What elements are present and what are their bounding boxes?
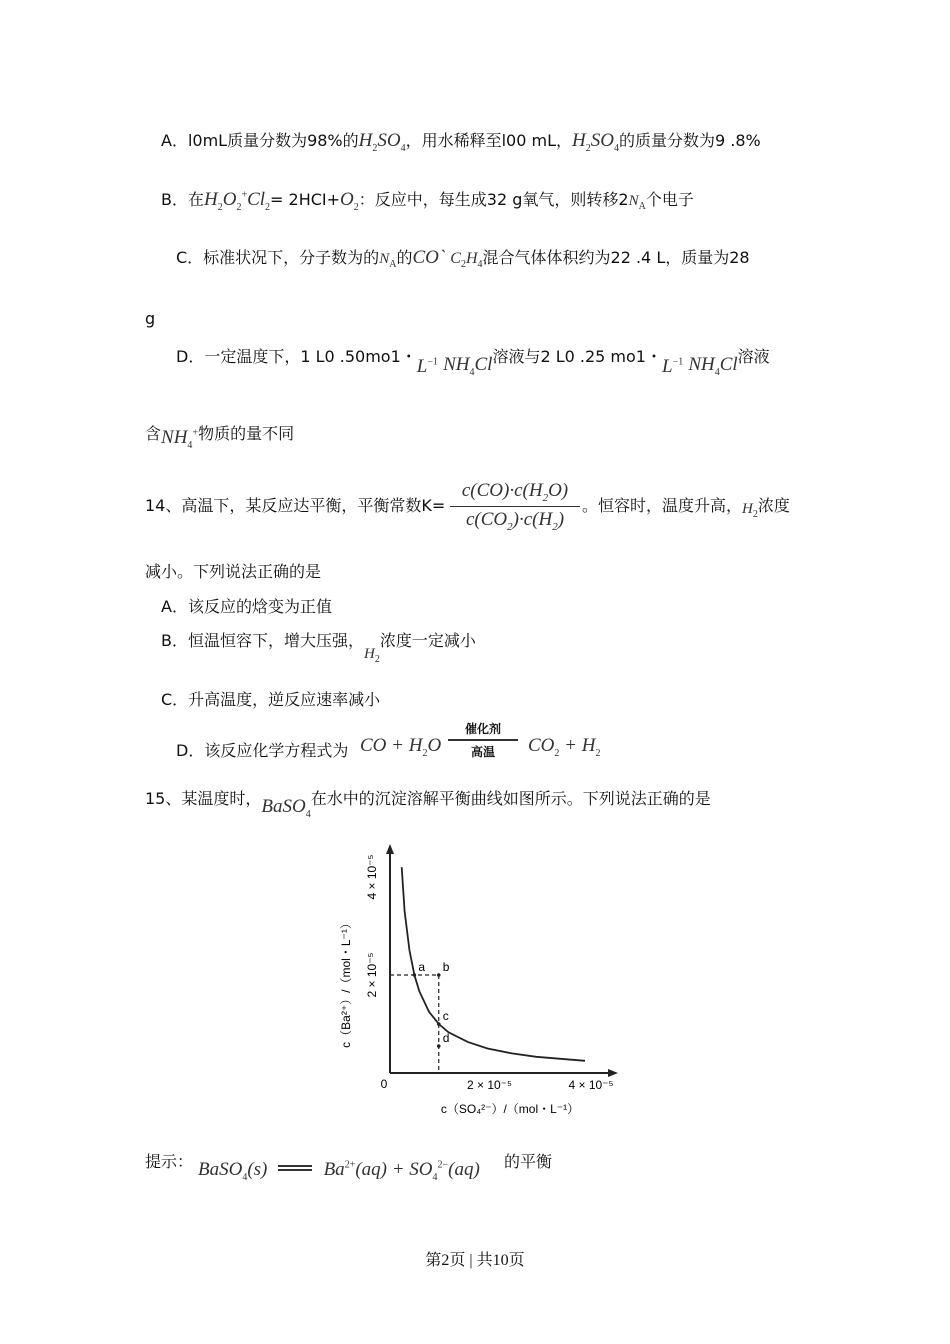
x-axis-arrow bbox=[608, 1069, 618, 1077]
q14-b-text1: B．恒温恒容下，增大压强， bbox=[161, 631, 364, 650]
q14-b-text2: 浓度一定减小 bbox=[379, 631, 476, 650]
q14-option-b bbox=[161, 631, 476, 665]
x-tick-label: 2 × 10⁻⁵ bbox=[466, 1078, 513, 1092]
q14-option-d bbox=[176, 743, 348, 759]
q14-option-a: A．该反应的焓变为正值 bbox=[161, 597, 332, 616]
q13-d-text4: 含 bbox=[145, 424, 162, 443]
hint-label: 提示： bbox=[145, 1152, 194, 1171]
h2o2-formula: $H_2O_2$ bbox=[203, 189, 242, 213]
q15-stem-text2: 在水中的沉淀溶解平衡曲线如图所示。下列说法正确的是 bbox=[310, 789, 711, 808]
nh4cl-formula: $NH_4Cl$ bbox=[688, 354, 738, 378]
l-inverse-unit: $L^{-1}$ bbox=[416, 356, 438, 377]
point-label-c: c bbox=[442, 1009, 449, 1023]
o2-formula: $O_2$ bbox=[340, 189, 359, 213]
c2h4-formula: $C_2H_4$ bbox=[450, 250, 483, 271]
point-label-b: b bbox=[442, 960, 450, 974]
q13-b-text2: = 2HCI+ bbox=[270, 190, 341, 209]
q13-b-text3: ：反应中，每生成32 g氧气，则转移2 bbox=[358, 190, 629, 209]
q13-a-text2: ，用水稀释至l00 mL， bbox=[405, 131, 573, 150]
q15-stem-text1: 15、某温度时， bbox=[145, 789, 262, 808]
q13-a-text1: A．l0mL质量分数为98%的 bbox=[161, 131, 359, 150]
q15-hint bbox=[145, 1154, 193, 1170]
q14-stem-text1: 14、高温下，某反应达平衡，平衡常数K= bbox=[145, 496, 446, 515]
fraction-numerator: $c(CO)\cdot c(H_2O)$ bbox=[461, 480, 569, 504]
q13-d-text3: 溶液 bbox=[737, 347, 770, 366]
point-a bbox=[413, 973, 417, 977]
hint-equation bbox=[198, 1160, 480, 1183]
products bbox=[528, 736, 600, 759]
x-tick-label: 0 bbox=[380, 1077, 388, 1091]
ions: $Ba^{2+}(aq) + SO_4^{2-}(aq)$ bbox=[323, 1159, 480, 1183]
point-label-a: a bbox=[418, 960, 426, 974]
fraction-denominator: $c(CO_2)\cdot c(H_2)$ bbox=[465, 508, 565, 533]
q14-d-text: D．该反应化学方程式为 bbox=[176, 741, 349, 760]
q13-b-text1: B．在 bbox=[161, 190, 204, 209]
h2-formula: $H_2$ bbox=[363, 646, 380, 665]
h2so4-formula: $H_2SO_4$ bbox=[358, 130, 406, 154]
q13-c-text3: 混合气体体积约为22 .4 L，质量为28 bbox=[482, 248, 750, 267]
products-formula: $CO_2 + H_2$ bbox=[528, 735, 601, 759]
solubility-chart bbox=[330, 840, 650, 1120]
hint-tail-text: 的平衡 bbox=[504, 1152, 553, 1171]
baso4-formula: BaSO$_4$ bbox=[261, 796, 311, 820]
q14-stem-text2: 。恒容时，温度升高， bbox=[582, 496, 743, 515]
high-temp-label: 高温 bbox=[470, 745, 495, 759]
y-tick-label: 4 × 10⁻⁵ bbox=[365, 854, 379, 900]
co-formula: CO` bbox=[412, 247, 446, 268]
y-axis-arrow bbox=[386, 844, 394, 854]
point-b bbox=[437, 973, 441, 977]
y-axis-title: c（Ba²⁺）/（mol・L⁻¹） bbox=[339, 917, 353, 1048]
baso4-solid: BaSO$_4$(s) bbox=[198, 1159, 268, 1183]
h2so4-formula: $H_2SO_4$ bbox=[572, 130, 619, 154]
nh4cl-formula: $NH_4Cl$ bbox=[443, 354, 493, 378]
point-label-d: d bbox=[442, 1031, 450, 1046]
q13-c-text1: C．标准状况下，分子数为的 bbox=[176, 248, 380, 267]
q14-stem bbox=[145, 498, 445, 514]
nh4-ion-formula: $NH_4^+$ bbox=[161, 427, 199, 451]
plus-sign: + bbox=[241, 189, 248, 201]
q13-d-text1: D．一定温度下，1 L0 .50mo1・ bbox=[176, 347, 417, 366]
y-tick-label: 2 × 10⁻⁵ bbox=[365, 952, 379, 998]
q14-stem-text3: 浓度 bbox=[757, 496, 790, 515]
q13-a-text3: 的质量分数为9 .8% bbox=[618, 131, 761, 150]
x-axis-title: c（SO₄²⁻）/（mol・L⁻¹） bbox=[440, 1102, 580, 1116]
q15-stem bbox=[145, 789, 711, 820]
q13-option-c bbox=[176, 248, 750, 270]
na-symbol: $N_A$ bbox=[379, 251, 397, 270]
q13-d-continued bbox=[145, 424, 295, 451]
q13-option-a bbox=[161, 131, 761, 154]
x-tick-label: 4 × 10⁻⁵ bbox=[568, 1078, 614, 1092]
catalyst-label: 催化剂 bbox=[464, 722, 501, 736]
q13-option-b bbox=[161, 190, 694, 213]
page-footer: 第2页 | 共10页 bbox=[425, 1252, 525, 1269]
equilibrium-curve bbox=[402, 867, 585, 1061]
q14-option-c: C．升高温度，逆反应速率减小 bbox=[161, 690, 381, 709]
q13-c-text4: g bbox=[145, 309, 156, 328]
l-inverse-unit: $L^{-1}$ bbox=[662, 356, 684, 377]
q13-c-text2: 的 bbox=[396, 248, 413, 267]
cl2-formula: $Cl_2$ bbox=[247, 189, 271, 213]
equilibrium-arrow bbox=[278, 1165, 312, 1171]
reactants: CO + $H_2O$ bbox=[360, 735, 442, 759]
catalyst-arrow bbox=[448, 720, 518, 760]
hint-tail bbox=[504, 1154, 552, 1170]
arrow-line bbox=[448, 739, 518, 741]
equilibrium-constant-fraction bbox=[450, 480, 580, 533]
q13-b-text4: 个电子 bbox=[645, 190, 694, 209]
q13-option-d bbox=[176, 347, 770, 378]
q13-d-text5: 物质的量不同 bbox=[198, 424, 295, 443]
fraction-bar bbox=[450, 506, 580, 507]
point-c bbox=[437, 1022, 441, 1026]
point-d bbox=[437, 1044, 441, 1048]
q14-stem-right bbox=[582, 498, 790, 518]
q14-stem-text4: 减小。下列说法正确的是 bbox=[145, 562, 322, 581]
q14-stem-continued bbox=[145, 564, 321, 580]
reaction-equation bbox=[360, 736, 441, 759]
na-symbol: $N_A$ bbox=[628, 193, 646, 212]
h2-formula: $H_2$ bbox=[742, 501, 758, 520]
q13-c-continued bbox=[145, 311, 155, 327]
q13-d-text2: 溶液与2 L0 .25 mo1・ bbox=[492, 347, 662, 366]
